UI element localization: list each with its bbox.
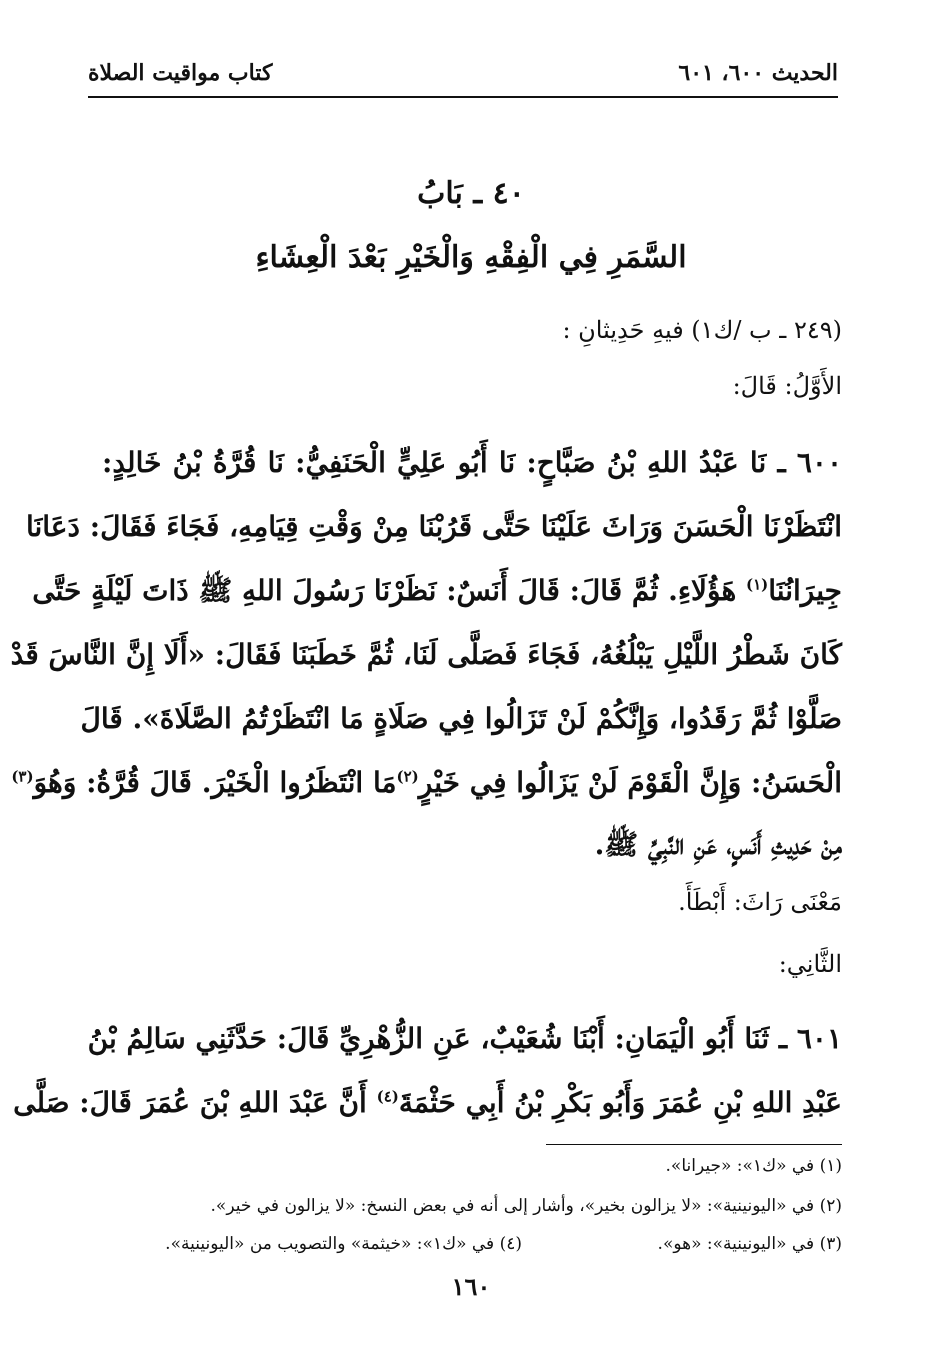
hadith-600-line-4: كَانَ شَطْرُ اللَّيْلِ يَبْلُغُهُ، فَجَاءَ فَصَلَّى لَنَا، ثُمَّ خَطَبَنَا فَقَالَ: «أَلَا إِنَّ النَّاسَ قَدْ	[10, 638, 842, 671]
footnote-3: (٣) في «اليونينية»: «هو».	[657, 1234, 842, 1254]
chapter-number: ٤٠ ـ بَابُ	[417, 176, 525, 211]
hadith-600-line-5: صَلَّوْا ثُمَّ رَقَدُوا، وَإِنَّكُمْ لَنْ تَزَالُوا فِي صَلَاةٍ مَا انْتَظَرْتُمُ الصَّلَاةَ». قَالَ	[80, 702, 842, 735]
footnote-mark-3: (٣)	[11, 767, 34, 786]
hadith-600-line-7: مِنْ حَدِيثِ أَنَسٍ، عَنِ النَّبِيِّ ﷺ.	[594, 828, 842, 861]
hadith-600-text: جِيرَانُنَا	[768, 574, 842, 607]
chapter-reference: (٢٤٩ ـ ب /ك١) فيهِ حَدِيثانِ :	[562, 316, 842, 344]
footnote-4: (٤) في «ك١»: «خيثمة» والتصويب من «اليونينية».	[165, 1234, 522, 1254]
hadith-600-line-1: ٦٠٠ ـ نَا عَبْدُ اللهِ بْنُ صَبَّاحٍ: نَا أَبُو عَلِيٍّ الْحَنَفِيُّ: نَا قُرَّةُ بْنُ خَالِدٍ:	[102, 446, 842, 479]
footnote-divider	[546, 1144, 842, 1145]
hadith-601-text: أَنَّ عَبْدَ اللهِ بْنَ عُمَرَ قَالَ: صَلَّى	[13, 1086, 367, 1119]
page-number: ١٦٠	[451, 1272, 491, 1301]
footnote-mark-4: (٤)	[376, 1087, 399, 1106]
first-hadith-label: الأَوَّلُ: قَالَ:	[732, 372, 842, 400]
header-hadith-range: الحديث ٦٠٠، ٦٠١	[678, 60, 838, 86]
hadith-600-line-6	[11, 766, 842, 799]
header-book-title: كتاب مواقيت الصلاة	[88, 60, 273, 86]
chapter-title: السَّمَرِ فِي الْفِقْهِ وَالْخَيْرِ بَعْدَ الْعِشَاءِ	[255, 240, 687, 275]
hadith-600-text: هَؤُلَاءِ. ثُمَّ قَالَ: قَالَ أَنَسٌ: نَظَرْنَا رَسُولَ اللهِ ﷺ ذَاتَ لَيْلَةٍ حَتَّى	[32, 574, 737, 607]
footnote-mark-1: (١)	[745, 575, 769, 594]
hadith-601-text: عَبْدِ اللهِ بْنِ عُمَرَ وَأَبُو بَكْرِ بْنُ أَبِي حَثْمَةَ	[398, 1086, 842, 1119]
hadith-600-text: الْحَسَنُ: وَإِنَّ الْقَوْمَ لَنْ يَزَالُوا فِي خَيْرٍ	[418, 766, 842, 799]
hadith-601-line-1: ٦٠١ ـ ثَنَا أَبُو الْيَمَانِ: أَبْنَا شُعَيْبٌ، عَنِ الزُّهْرِيِّ قَالَ: حَدَّثَنِي سَالِمُ بْنُ	[87, 1022, 842, 1055]
footnote-2: (٢) في «اليونينية»: «لا يزالون بخير»، وأشار إلى أنه في بعض النسخ: «لا يزالون في خير».	[210, 1196, 842, 1216]
hadith-601-line-2	[13, 1086, 842, 1119]
hadith-600-line-2: انْتَظَرْنَا الْحَسَنَ وَرَاثَ عَلَيْنَا حَتَّى قَرُبْنَا مِنْ وَقْتِ قِيَامِهِ، فَجَاءَ فَقَالَ: دَعَانَا	[25, 510, 842, 543]
second-hadith-label: الثَّانِي:	[778, 950, 842, 978]
running-header	[88, 56, 838, 98]
hadith-600-line-3	[32, 574, 842, 614]
footnote-1: (١) في «ك١»: «جيرانا».	[665, 1156, 842, 1176]
word-meaning: مَعْنَى رَاثَ: أَبْطَأَ.	[678, 888, 842, 916]
footnote-mark-2: (٢)	[396, 767, 419, 786]
hadith-600-text: مَا انْتَظَرُوا الْخَيْرَ. قَالَ قُرَّةُ: وَهُوَ	[33, 766, 397, 799]
